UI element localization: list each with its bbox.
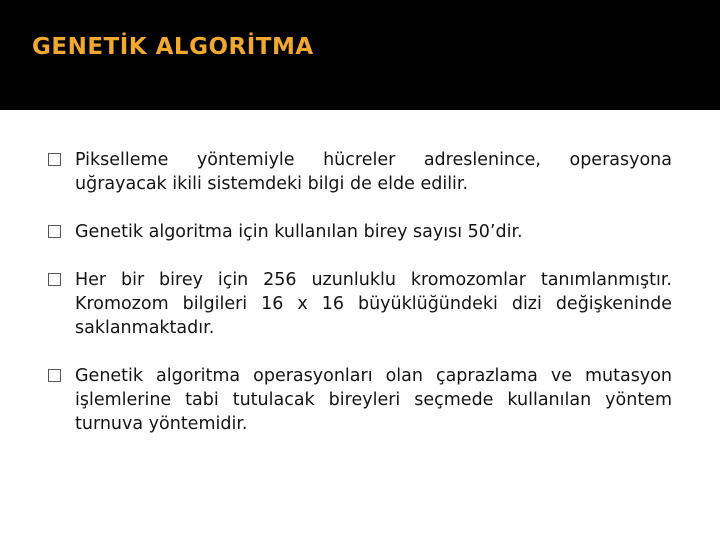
- bullet-item: [48, 220, 672, 244]
- bullet-item: [48, 364, 672, 436]
- title-bar: [0, 0, 720, 110]
- square-bullet-icon: [48, 153, 61, 166]
- slide-title: GENETİK ALGORİTMA: [32, 34, 314, 60]
- square-bullet-icon: [48, 369, 61, 382]
- bullet-text: Genetik algoritma operasyonları olan çaprazlama ve mutasyon işlemlerine tabi tutulacak bireyleri seçmede kullanılan yöntem turnuva yöntemidir.: [75, 366, 672, 434]
- bullet-item: [48, 148, 672, 196]
- bullet-text: Pikselleme yöntemiyle hücreler adreslenince, operasyona uğrayacak ikili sistemdeki bilgi de elde edilir.: [75, 150, 672, 194]
- bullet-text: Genetik algoritma için kullanılan birey sayısı 50’dir.: [75, 222, 523, 242]
- square-bullet-icon: [48, 273, 61, 286]
- bullet-item: [48, 268, 672, 340]
- bullet-list: [48, 148, 672, 460]
- square-bullet-icon: [48, 225, 61, 238]
- bullet-text: Her bir birey için 256 uzunluklu kromozomlar tanımlanmıştır. Kromozom bilgileri 16 x 16 büyüklüğündeki dizi değişkeninde saklanmaktadır.: [75, 270, 672, 338]
